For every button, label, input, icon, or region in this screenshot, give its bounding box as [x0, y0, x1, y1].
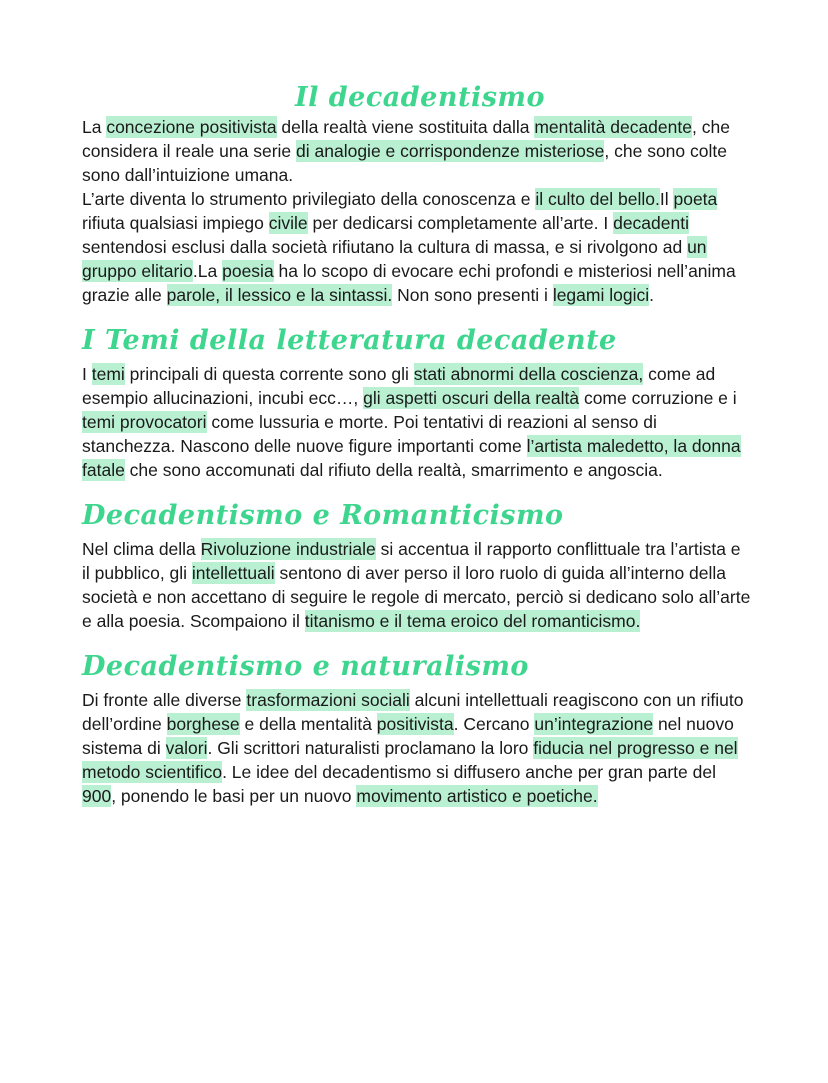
body-text: si accentua il rapporto conflittuale tra l’artista e il pubblico, gli [82, 539, 741, 583]
highlighted-text: movimento artistico e poetiche. [356, 786, 598, 806]
highlighted-text: temi provocatori [82, 412, 207, 432]
body-text: . [649, 285, 654, 305]
body-text: e della mentalità [239, 714, 377, 734]
body-text: , che sono colte sono dall’intuizione umana. [82, 141, 727, 185]
highlighted-text: concezione positivista [106, 117, 277, 137]
body-text: .La [192, 261, 223, 281]
highlighted-text: intellettuali [191, 563, 275, 583]
highlighted-text: di analogie e corrispondenze misteriose [296, 141, 605, 161]
highlighted-text: Rivoluzione industriale [200, 539, 376, 559]
section-title-temi: I Temi della letteratura decadente [82, 325, 617, 356]
section-title-naturalismo: Decadentismo e naturalismo [82, 651, 529, 682]
highlighted-text: un gruppo elitario [82, 237, 707, 281]
highlighted-text: mentalità decadente [534, 117, 692, 137]
body-text: principali di questa corrente sono gli [124, 364, 414, 384]
body-text: . Cercano [453, 714, 535, 734]
body-text: alcuni intellettuali reagiscono con un rifiuto dell’ordine [82, 690, 744, 734]
body-text: per dedicarsi completamente all’arte. I [307, 213, 614, 233]
body-text: I [82, 364, 92, 384]
section-paragraph [82, 362, 752, 482]
highlighted-text: borghese [166, 714, 240, 734]
highlighted-text: il culto del bello. [535, 189, 660, 209]
body-text: sentono di aver perso il loro ruolo di guida all’interno della società e non accettano di seguire le regole di mercato, perciò si dedicano solo all’arte e alla poesia. Scompaiono il [82, 563, 751, 631]
highlighted-text: l’artista maledetto, la donna fatale [82, 436, 741, 480]
body-text: , ponendo le basi per un nuovo [111, 786, 357, 806]
body-text: come ad esempio allucinazioni, incubi ecc…, [82, 364, 716, 408]
highlighted-text: trasformazioni sociali [246, 690, 410, 710]
highlighted-text: poesia [222, 261, 274, 281]
body-text: Di fronte alle diverse [82, 690, 247, 710]
highlighted-text: positivista [376, 714, 454, 734]
highlighted-text: temi [91, 364, 125, 384]
body-text: . Gli scrittori naturalisti proclamano la loro [207, 738, 534, 758]
body-text: . Le idee del decadentismo si diffusero anche per gran parte del [222, 762, 716, 782]
section-title-romanticismo: Decadentismo e Romanticismo [82, 500, 564, 531]
highlighted-text: decadenti [613, 213, 689, 233]
body-text: che sono accomunati dal rifiuto della realtà, smarrimento e angoscia. [124, 460, 663, 480]
body-text: Nel clima della [82, 539, 201, 559]
body-text: rifiuta qualsiasi impiego [82, 213, 269, 233]
highlighted-text: fiducia nel progresso e nel metodo scientifico [82, 738, 738, 782]
highlighted-text: legami logici [552, 285, 650, 305]
body-text: come lussuria e morte. Poi tentativi di reazioni al senso di stanchezza. Nascono delle nuove figure importanti come [82, 412, 657, 456]
highlighted-text: poeta [673, 189, 718, 209]
highlighted-text: stati abnormi della coscienza, [413, 364, 644, 384]
highlighted-text: parole, il lessico e la sintassi. [166, 285, 393, 305]
body-text: ha lo scopo di evocare echi profondi e misteriosi nell’anima grazie alle [82, 261, 736, 305]
highlighted-text: titanismo e il tema eroico del romanticismo. [304, 611, 641, 631]
body-text: della realtà viene sostituita dalla [276, 117, 535, 137]
body-text: L’arte diventa lo strumento privilegiato della conoscenza e [82, 189, 536, 209]
body-text: Il [659, 189, 674, 209]
highlighted-text: civile [268, 213, 308, 233]
highlighted-text: valori [165, 738, 208, 758]
body-text: come corruzione e i [579, 388, 737, 408]
section-paragraph [82, 115, 752, 307]
page-title: Il decadentismo [295, 82, 545, 113]
body-text: sentendosi esclusi dalla società rifiutano la cultura di massa, e si rivolgono ad [82, 237, 688, 257]
section-paragraph [82, 537, 752, 633]
highlighted-text: un’integrazione [534, 714, 654, 734]
highlighted-text: 900 [82, 786, 112, 806]
section-paragraph [82, 688, 752, 808]
body-text: nel nuovo sistema di [82, 714, 734, 758]
body-text: , che considera il reale una serie [82, 117, 730, 161]
body-text: Non sono presenti i [392, 285, 553, 305]
highlighted-text: gli aspetti oscuri della realtà [363, 388, 580, 408]
body-text: La [82, 117, 107, 137]
